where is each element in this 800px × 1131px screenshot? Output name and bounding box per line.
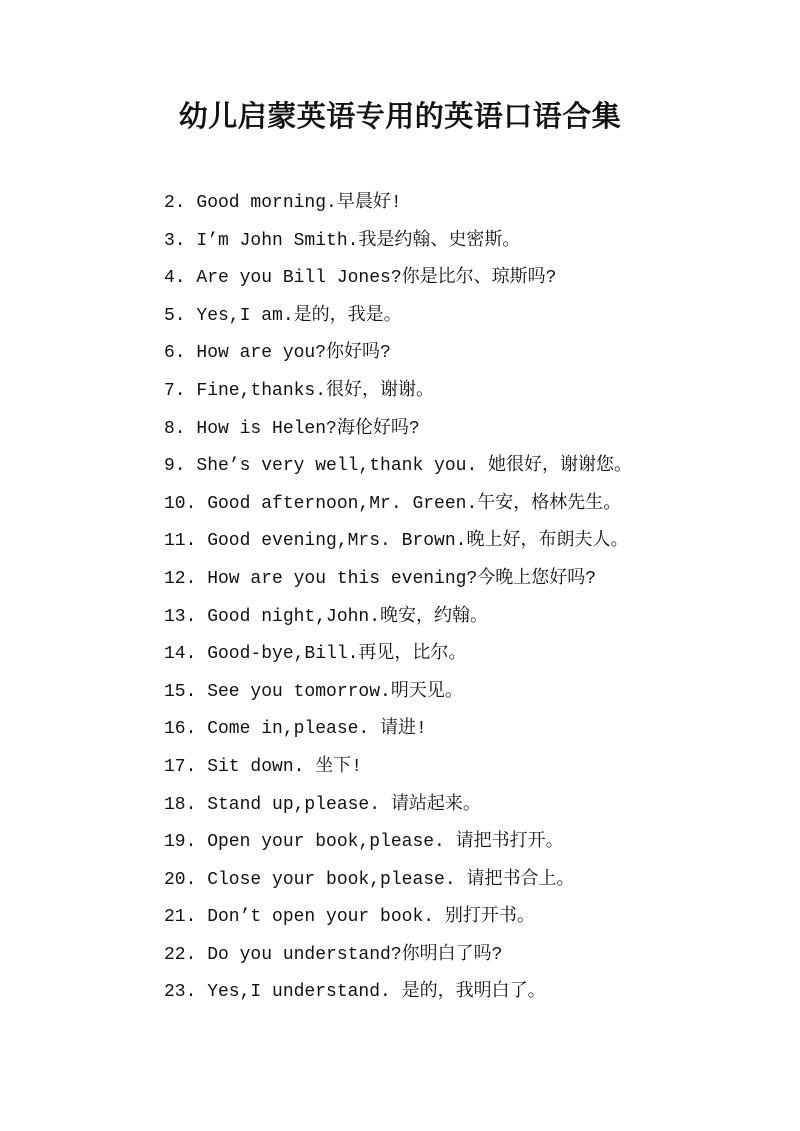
phrase-line: 6. How are you?你好吗? — [164, 343, 391, 364]
phrase-line: 14. Good-bye,Bill.再见，比尔。 — [164, 644, 467, 665]
phrase-line: 17. Sit down. 坐下! — [164, 756, 363, 777]
phrase-line: 19. Open your book,please. 请把书打开。 — [164, 832, 564, 853]
phrase-line: 7. Fine,thanks.很好，谢谢。 — [164, 380, 435, 401]
phrase-line: 22. Do you understand?你明白了吗? — [164, 944, 503, 965]
phrase-line: 2. Good morning.早晨好! — [164, 193, 402, 213]
phrase-line: 16. Come in,please. 请进! — [164, 719, 427, 740]
phrase-line: 20. Close your book,please. 请把书合上。 — [164, 869, 575, 890]
phrase-line: 12. How are you this evening?今晚上您好吗? — [164, 568, 597, 589]
phrase-line: 9. She’s very well,thank you. 她很好，谢谢您。 — [164, 456, 633, 477]
phrase-line: 4. Are you Bill Jones?你是比尔、琼斯吗? — [164, 268, 557, 289]
phrase-line: 3. I’m John Smith.我是约翰、史密斯。 — [164, 230, 521, 251]
phrase-line: 15. See you tomorrow.明天见。 — [164, 681, 463, 702]
document-title: 幼儿启蒙英语专用的英语口语合集 — [178, 99, 622, 133]
phrase-line: 21. Don’t open your book. 别打开书。 — [164, 907, 535, 928]
phrase-line: 18. Stand up,please. 请站起来。 — [164, 794, 481, 815]
phrase-line: 8. How is Helen?海伦好吗? — [164, 418, 420, 439]
phrase-line: 13. Good night,John.晚安，约翰。 — [164, 606, 489, 627]
phrase-list — [164, 185, 632, 1012]
phrase-line: 11. Good evening,Mrs. Brown.晚上好，布朗夫人。 — [164, 531, 629, 552]
phrase-line: 10. Good afternoon,Mr. Green.午安，格林先生。 — [164, 493, 622, 514]
phrase-line: 23. Yes,I understand. 是的，我明白了。 — [164, 982, 546, 1003]
phrase-line: 5. Yes,I am.是的，我是。 — [164, 305, 402, 326]
